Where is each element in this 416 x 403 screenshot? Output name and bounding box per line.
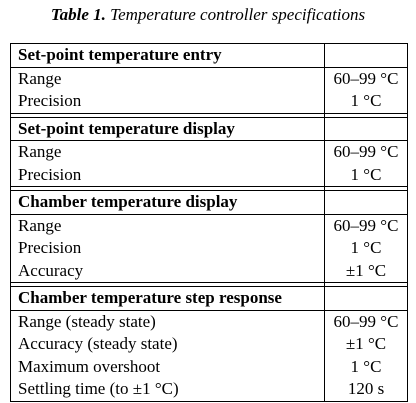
param-cell: Maximum overshoot: [11, 356, 325, 379]
table-row: [11, 378, 408, 401]
specifications-table: [10, 43, 408, 402]
param-cell: Range: [11, 141, 325, 164]
section-header-value-cell: [325, 44, 408, 68]
table-row: [11, 90, 408, 113]
param-cell: Accuracy: [11, 260, 325, 283]
section-header-row: [11, 117, 408, 141]
value-cell: 1 °C: [325, 164, 408, 187]
param-cell: Range: [11, 214, 325, 237]
value-cell: ±1 °C: [325, 260, 408, 283]
table-row: [11, 164, 408, 187]
section-header: Chamber temperature step response: [11, 287, 325, 311]
table-caption: [0, 4, 416, 26]
table-row: [11, 237, 408, 260]
table-caption-text: Temperature controller specifications: [110, 5, 366, 24]
value-cell: 1 °C: [325, 237, 408, 260]
value-cell: ±1 °C: [325, 333, 408, 356]
table-row: [11, 214, 408, 237]
section-header: Set-point temperature entry: [11, 44, 325, 68]
section-header: Set-point temperature display: [11, 117, 325, 141]
table-row: [11, 67, 408, 90]
value-cell: 1 °C: [325, 356, 408, 379]
param-cell: Range: [11, 67, 325, 90]
value-cell: 120 s: [325, 378, 408, 401]
param-cell: Precision: [11, 237, 325, 260]
table-row: [11, 260, 408, 283]
param-cell: Range (steady state): [11, 310, 325, 333]
table-row: [11, 333, 408, 356]
section-header-value-cell: [325, 117, 408, 141]
value-cell: 60–99 °C: [325, 214, 408, 237]
section-header-row: [11, 287, 408, 311]
param-cell: Precision: [11, 164, 325, 187]
value-cell: 60–99 °C: [325, 67, 408, 90]
param-cell: Accuracy (steady state): [11, 333, 325, 356]
param-cell: Precision: [11, 90, 325, 113]
section-header-value-cell: [325, 191, 408, 215]
table-row: [11, 310, 408, 333]
table-row: [11, 356, 408, 379]
section-header-row: [11, 191, 408, 215]
value-cell: 60–99 °C: [325, 141, 408, 164]
param-cell: Settling time (to ±1 °C): [11, 378, 325, 401]
value-cell: 60–99 °C: [325, 310, 408, 333]
section-header: Chamber temperature display: [11, 191, 325, 215]
value-cell: 1 °C: [325, 90, 408, 113]
table-caption-label: Table 1.: [50, 5, 106, 24]
section-header-value-cell: [325, 287, 408, 311]
table-row: [11, 141, 408, 164]
section-header-row: [11, 44, 408, 68]
